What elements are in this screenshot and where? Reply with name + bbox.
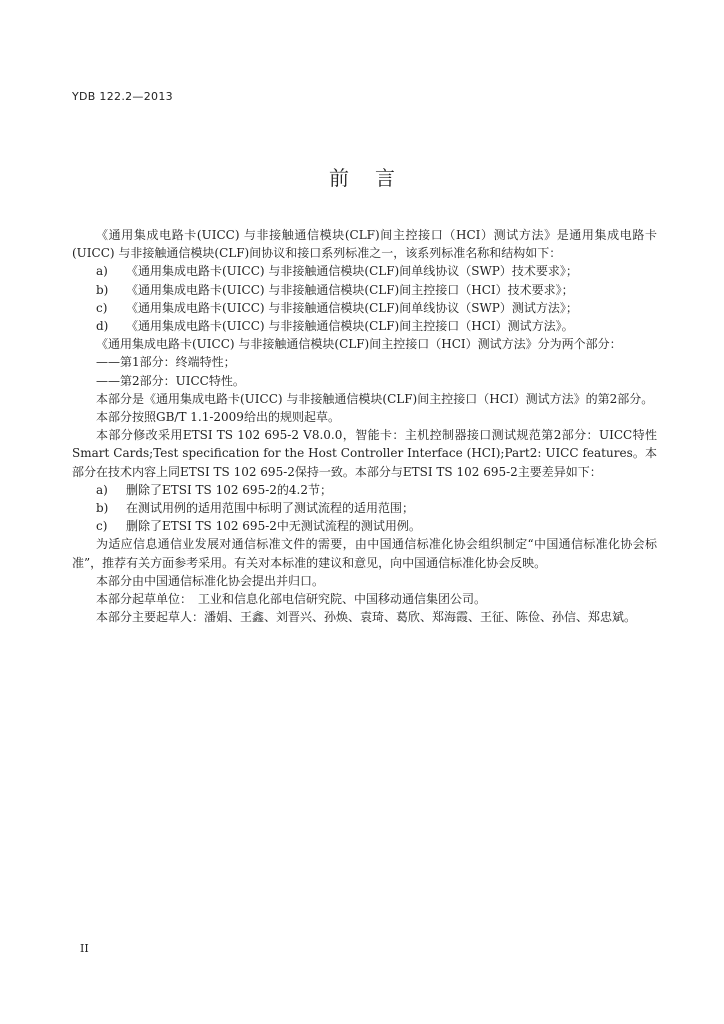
list-marker: b) <box>96 501 109 516</box>
drafting-units-paragraph: 本部分起草单位： 工业和信息化部电信研究院、中国移动通信集团公司。 <box>96 592 487 607</box>
adaptation-paragraph: 为适应信息通信业发展对通信标准文件的需要，由中国通信标准化协会组织制定“中国通信标准化协会标准”，推荐有关方面参考采用。有关对本标准的建议和意见，向中国通信标准化协会反映。 <box>72 537 657 570</box>
list-text: 《通用集成电路卡(UICC) 与非接触通信模块(CLF)间单线协议（SWP）技术要求》； <box>126 264 578 279</box>
list-marker: a) <box>96 264 108 279</box>
list-marker: c) <box>96 300 108 315</box>
intro-paragraph: 《通用集成电路卡(UICC) 与非接触通信模块(CLF)间主控接口（HCI）测试方法》是通用集成电路卡(UICC) 与非接触通信模块(CLF)间协议和接口系列标准之一，该系列标准名称和结构如下： <box>72 228 657 261</box>
list-marker: d) <box>96 319 109 334</box>
list-text: 《通用集成电路卡(UICC) 与非接触通信模块(CLF)间单线协议（SWP）测试方法》； <box>126 300 578 315</box>
difference-list-item <box>72 517 657 535</box>
drafters-paragraph: 本部分主要起草人：潘娟、王鑫、刘晋兴、孙焕、袁琦、葛欣、郑海霞、王征、陈俭、孙信、郑忠斌。 <box>96 610 637 625</box>
list-text: 《通用集成电路卡(UICC) 与非接触通信模块(CLF)间主控接口（HCI）技术要求》； <box>126 282 574 297</box>
series-list-item <box>72 281 657 299</box>
part-statement-paragraph: 本部分是《通用集成电路卡(UICC) 与非接触通信模块(CLF)间主控接口（HCI）测试方法》的第2部分。 <box>96 391 654 406</box>
modification-paragraph: 本部分修改采用ETSI TS 102 695-2 V8.0.0，智能卡：主机控制器接口测试规范第2部分：UICC特性Smart Cards;Test specification for the Host Controller Interface (HCI);Part2: UICC features。本部分在技术内容上同ETSI TS 102 695-2保持一致。本部分与ETSI TS 102 695-2主要差异如下： <box>72 428 657 479</box>
series-list-item <box>72 317 657 335</box>
list-text: 《通用集成电路卡(UICC) 与非接触通信模块(CLF)间主控接口（HCI）测试方法》。 <box>126 319 574 334</box>
foreword-body <box>72 226 657 626</box>
series-list-item <box>72 262 657 280</box>
list-text: 在测试用例的适用范围中标明了测试流程的适用范围； <box>126 501 415 516</box>
part-item: ——第2部分：UICC特性。 <box>96 373 245 388</box>
series-list-item <box>72 299 657 317</box>
list-marker: a) <box>96 482 108 497</box>
part-item: ——第1部分：终端特性； <box>96 355 236 370</box>
proposer-paragraph: 本部分由中国通信标准化协会提出并归口。 <box>96 573 325 588</box>
page-number: II <box>80 942 89 955</box>
list-marker: c) <box>96 519 108 534</box>
drafting-rule-paragraph: 本部分按照GB/T 1.1-2009给出的规则起草。 <box>96 410 340 425</box>
list-marker: b) <box>96 282 109 297</box>
list-text: 删除了ETSI TS 102 695-2中无测试流程的测试用例。 <box>126 519 421 534</box>
page-title: 前言 <box>329 166 421 190</box>
standard-code-header: YDB 122.2—2013 <box>72 90 173 103</box>
difference-list-item <box>72 481 657 499</box>
parts-intro-paragraph: 《通用集成电路卡(UICC) 与非接触通信模块(CLF)间主控接口（HCI）测试方法》分为两个部分： <box>96 337 622 352</box>
list-text: 删除了ETSI TS 102 695-2的4.2节； <box>126 482 332 497</box>
difference-list-item <box>72 499 657 517</box>
